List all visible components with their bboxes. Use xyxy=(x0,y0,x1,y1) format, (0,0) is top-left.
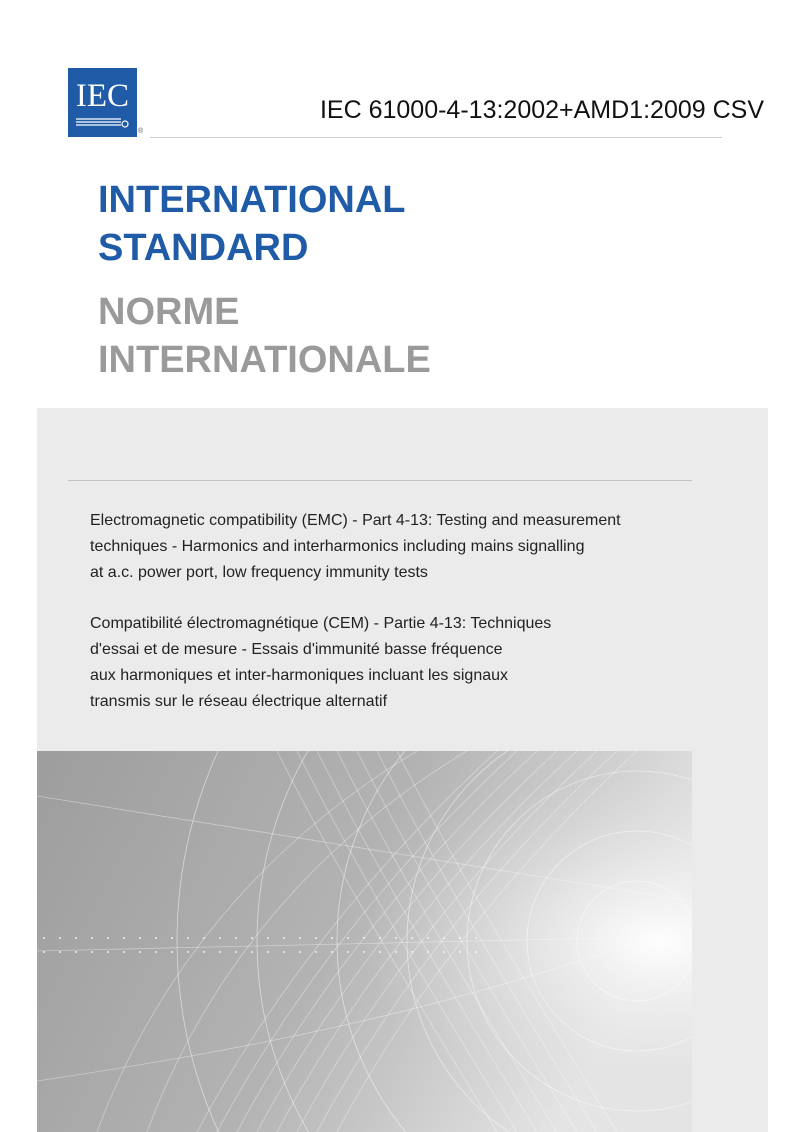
title-english-line-2: STANDARD xyxy=(98,227,309,269)
band-rule xyxy=(68,480,692,481)
registered-mark: ® xyxy=(138,128,144,135)
description-french xyxy=(90,611,551,715)
description-french-line: aux harmoniques et inter-harmoniques incluant les signaux xyxy=(90,667,509,684)
title-english-line-1: INTERNATIONAL xyxy=(98,179,406,221)
description-french-line: Compatibilité électromagnétique (CEM) - Partie 4-13: Techniques xyxy=(90,615,552,632)
decorative-artwork xyxy=(37,751,692,1132)
title-french-line-1: NORME xyxy=(98,291,240,333)
logo-text: IEC xyxy=(75,78,130,114)
document-id: IEC 61000-4-13:2002+AMD1:2009 CSV xyxy=(319,96,764,124)
description-english-line: techniques - Harmonics and interharmonics including mains signalling xyxy=(90,538,585,555)
iec-logo xyxy=(68,68,137,137)
description-english-line: Electromagnetic compatibility (EMC) - Part 4-13: Testing and measurement xyxy=(90,512,621,529)
title-french xyxy=(98,288,431,384)
title-english xyxy=(98,176,406,272)
description-english-line: at a.c. power port, low frequency immunity tests xyxy=(90,564,428,581)
description-french-line: d'essai et de mesure - Essais d'immunité basse fréquence xyxy=(90,641,503,658)
header-rule xyxy=(150,137,722,138)
description-english xyxy=(90,508,621,586)
title-french-line-2: INTERNATIONALE xyxy=(98,339,431,381)
logo-lines-icon xyxy=(76,117,129,129)
description-french-line: transmis sur le réseau électrique alternatif xyxy=(90,693,388,710)
